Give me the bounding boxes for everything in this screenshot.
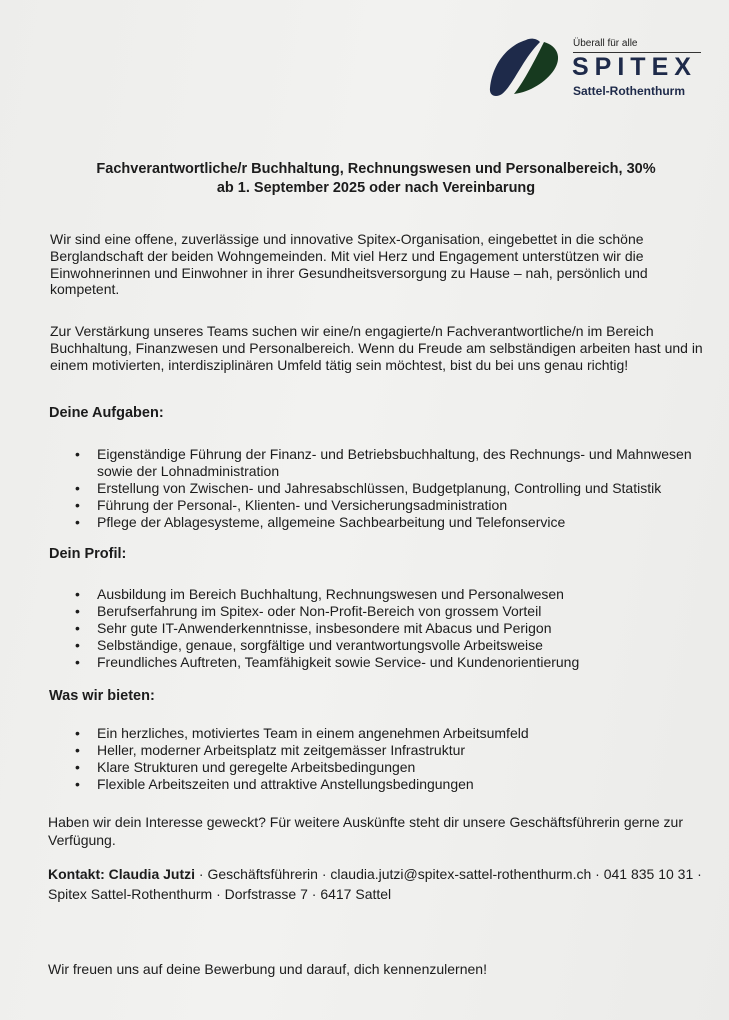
list-item: • Ausbildung im Bereich Buchhaltung, Rechnungswesen und Personalwesen xyxy=(97,586,707,603)
intro-paragraph-2: Zur Verstärkung unseres Teams suchen wir eine/n engagierte/n Fachverantwortliche/n im Bereich Buchhaltung, Finanzwesen und Personalbereich. Wenn du Freude am selbständigen arbeiten hast und in einem motivierten, interdisziplinären Umfeld tätig sein möchtest, bist du bei uns genau richtig! xyxy=(50,323,703,373)
list-item: • Heller, moderner Arbeitsplatz mit zeitgemässer Infrastruktur xyxy=(97,742,707,759)
contact-block xyxy=(48,864,708,904)
job-title-line-1: Fachverantwortliche/r Buchhaltung, Rechnungswesen und Personalbereich, 30% xyxy=(96,161,656,177)
logo-location: Sattel-Rothenthurm xyxy=(573,84,685,98)
list-item: • Ein herzliches, motiviertes Team in einem angenehmen Arbeitsumfeld xyxy=(97,725,707,742)
tasks-list xyxy=(97,446,707,531)
contact-details: · Geschäftsführerin · claudia.jutzi@spitex-sattel-rothenthurm.ch · 041 835 10 31 · Spitex Sattel-Rothenthurm · Dorfstrasse 7 · 6417 Sattel xyxy=(48,866,702,902)
tasks-heading: Deine Aufgaben: xyxy=(49,405,164,421)
spitex-logo xyxy=(488,36,703,100)
list-item: • Eigenständige Führung der Finanz- und Betriebsbuchhaltung, des Rechnungs- und Mahnwesen sowie der Lohnadministration xyxy=(97,446,707,480)
list-item: • Freundliches Auftreten, Teamfähigkeit sowie Service- und Kundenorientierung xyxy=(97,654,707,671)
closing-line: Wir freuen uns auf deine Bewerbung und darauf, dich kennenzulernen! xyxy=(48,961,487,977)
offer-heading: Was wir bieten: xyxy=(49,688,155,704)
profile-list xyxy=(97,586,707,671)
list-item: • Erstellung von Zwischen- und Jahresabschlüssen, Budgetplanung, Controlling und Statistik xyxy=(97,480,707,497)
list-item: • Sehr gute IT-Anwenderkenntnisse, insbesondere mit Abacus und Perigon xyxy=(97,620,707,637)
job-title-line-2: ab 1. September 2025 oder nach Vereinbarung xyxy=(216,180,536,196)
logo-tagline: Überall für alle xyxy=(573,38,638,49)
offer-list xyxy=(97,725,707,793)
contact-label: Kontakt: Claudia Jutzi xyxy=(48,866,196,882)
list-item: • Selbständige, genaue, sorgfältige und verantwortungsvolle Arbeitsweise xyxy=(97,637,707,654)
intro-paragraph: Wir sind eine offene, zuverlässige und innovative Spitex-Organisation, eingebettet in die schöne Berglandschaft der beiden Wohngemeinden. Mit viel Herz und Engagement unterstützen wir die Einwohnerinnen und Einwohner in ihrer Gesundheitsversorgung zu Hause – nah, persönlich und kompetent. xyxy=(50,231,648,298)
profile-heading: Dein Profil: xyxy=(49,546,127,562)
job-title xyxy=(40,160,712,198)
list-item: • Flexible Arbeitszeiten und attraktive Anstellungsbedingungen xyxy=(97,776,707,793)
spitex-leaf-icon xyxy=(488,36,568,100)
list-item: • Klare Strukturen und geregelte Arbeitsbedingungen xyxy=(97,759,707,776)
list-item: • Pflege der Ablagesysteme, allgemeine Sachbearbeitung und Telefonservice xyxy=(97,514,707,531)
logo-brand: SPITEX xyxy=(572,53,697,81)
list-item: • Führung der Personal-, Klienten- und Versicherungsadministration xyxy=(97,497,707,514)
interest-paragraph: Haben wir dein Interesse geweckt? Für weitere Auskünfte steht dir unsere Geschäftsführerin gerne zur Verfügung. xyxy=(48,814,683,848)
list-item: • Berufserfahrung im Spitex- oder Non-Profit-Bereich von grossem Vorteil xyxy=(97,603,707,620)
